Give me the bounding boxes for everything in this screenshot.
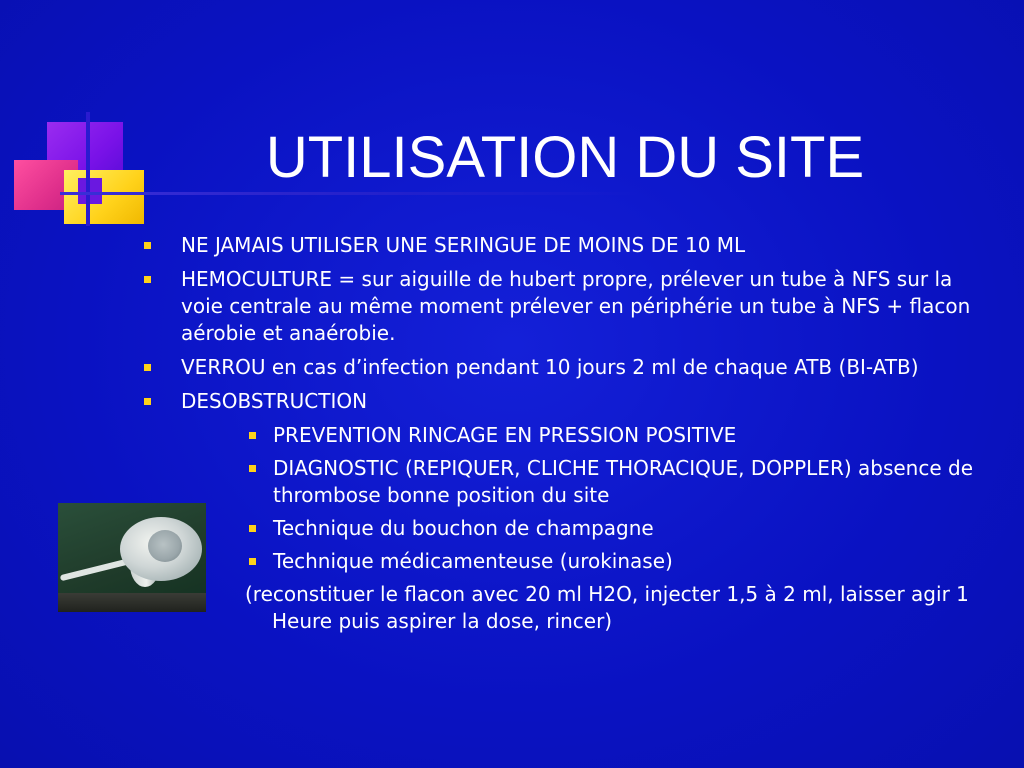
square-bullet-icon — [249, 465, 256, 472]
slide-title: UTILISATION DU SITE — [265, 125, 865, 190]
port-device-photo — [58, 503, 206, 612]
bullet-item — [140, 354, 1000, 381]
sub-bullet-text: PREVENTION RINCAGE EN PRESSION POSITIVE — [273, 423, 737, 447]
bullet-list — [140, 232, 1000, 635]
bullet-item — [140, 388, 1000, 415]
square-bullet-icon — [249, 432, 256, 439]
sub-bullet-item — [140, 515, 1000, 542]
bullet-item — [140, 232, 1000, 259]
logo-vertical-line — [86, 112, 90, 226]
port-septum — [148, 530, 182, 562]
purple-inner-square — [78, 178, 102, 204]
bullet-text: NE JAMAIS UTILISER UNE SERINGUE DE MOINS DE 10 ML — [181, 233, 746, 257]
sub-bullet-text: DIAGNOSTIC (REPIQUER, CLICHE THORACIQUE, DOPPLER) absence de thrombose bonne position du site — [273, 456, 974, 507]
procedure-note: (reconstituer le flacon avec 20 ml H2O, injecter 1,5 à 2 ml, laisser agir 1 Heure puis aspirer la dose, rincer) — [245, 582, 969, 633]
ruler-strip — [58, 593, 206, 612]
square-bullet-icon — [144, 242, 151, 249]
square-bullet-icon — [249, 558, 256, 565]
sub-bullet-item — [140, 422, 1000, 449]
yellow-square — [64, 170, 144, 224]
square-bullet-icon — [144, 398, 151, 405]
bullet-item — [140, 266, 1000, 347]
bullet-text: HEMOCULTURE = sur aiguille de hubert propre, prélever un tube à NFS sur la voie centrale au même moment prélever en périphérie un tube à NFS + flacon aérobie et anaérobie. — [181, 267, 971, 345]
square-bullet-icon — [249, 525, 256, 532]
square-bullet-icon — [144, 276, 151, 283]
sub-bullet-text: Technique médicamenteuse (urokinase) — [273, 549, 673, 573]
bullet-text: DESOBSTRUCTION — [181, 389, 368, 413]
bullet-text: VERROU en cas d’infection pendant 10 jours 2 ml de chaque ATB (BI-ATB) — [181, 355, 919, 379]
sub-bullet-item — [140, 455, 1000, 509]
square-bullet-icon — [144, 364, 151, 371]
sub-bullet-text: Technique du bouchon de champagne — [273, 516, 654, 540]
decorative-squares-logo — [0, 0, 160, 240]
sub-bullet-item — [140, 548, 1000, 575]
